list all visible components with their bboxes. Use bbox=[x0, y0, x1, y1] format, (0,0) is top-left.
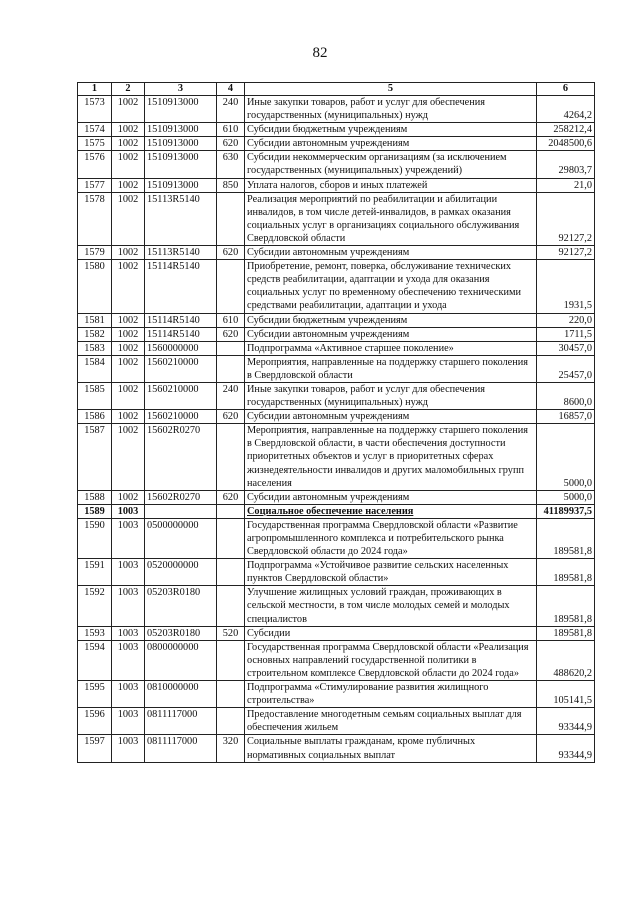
table-row bbox=[78, 123, 595, 137]
section-code: 1003 bbox=[112, 735, 145, 762]
section-code: 1002 bbox=[112, 246, 145, 260]
item-name: Иные закупки товаров, работ и услуг для обеспечения государственных (муниципальных) нужд bbox=[245, 382, 537, 409]
amount: 16857,0 bbox=[537, 410, 595, 424]
expense-type-code: 320 bbox=[217, 735, 245, 762]
table-row bbox=[78, 327, 595, 341]
expense-type-code bbox=[217, 640, 245, 680]
amount: 258212,4 bbox=[537, 123, 595, 137]
table-row bbox=[78, 518, 595, 558]
item-name: Субсидии некоммерческим организациям (за исключением государственных (муниципальных) учреждений) bbox=[245, 151, 537, 178]
item-name: Субсидии бюджетным учреждениям bbox=[245, 313, 537, 327]
target-article-code: 15602R0270 bbox=[145, 424, 217, 490]
header-cell: 6 bbox=[537, 83, 595, 96]
amount: 93344,9 bbox=[537, 708, 595, 735]
item-name: Иные закупки товаров, работ и услуг для обеспечения государственных (муниципальных) нужд bbox=[245, 96, 537, 123]
item-name: Мероприятия, направленные на поддержку старшего поколения в Свердловской области, в части обеспечения доступности приоритетных объектов и услуг в приоритетных сферах жизнедеятельности инвалидов и других маломобильных групп населения bbox=[245, 424, 537, 490]
section-code: 1002 bbox=[112, 410, 145, 424]
section-code: 1002 bbox=[112, 151, 145, 178]
expense-type-code: 620 bbox=[217, 246, 245, 260]
target-article-code: 1510913000 bbox=[145, 123, 217, 137]
target-article-code: 15113R5140 bbox=[145, 192, 217, 245]
row-number: 1583 bbox=[78, 341, 112, 355]
target-article-code: 1560210000 bbox=[145, 410, 217, 424]
table-row bbox=[78, 382, 595, 409]
section-code: 1003 bbox=[112, 708, 145, 735]
section-code: 1003 bbox=[112, 504, 145, 518]
section-code: 1002 bbox=[112, 424, 145, 490]
table-row bbox=[78, 640, 595, 680]
expense-type-code bbox=[217, 424, 245, 490]
target-article-code: 0800000000 bbox=[145, 640, 217, 680]
target-article-code: 0520000000 bbox=[145, 559, 217, 586]
item-name: Социальное обеспечение населения bbox=[245, 504, 537, 518]
header-cell: 5 bbox=[245, 83, 537, 96]
budget-table bbox=[77, 82, 595, 763]
expense-type-code bbox=[217, 504, 245, 518]
row-number: 1577 bbox=[78, 178, 112, 192]
section-code: 1003 bbox=[112, 559, 145, 586]
row-number: 1573 bbox=[78, 96, 112, 123]
row-number: 1592 bbox=[78, 586, 112, 626]
target-article-code: 1510913000 bbox=[145, 151, 217, 178]
section-code: 1002 bbox=[112, 341, 145, 355]
amount: 189581,8 bbox=[537, 586, 595, 626]
section-code: 1002 bbox=[112, 192, 145, 245]
target-article-code: 0810000000 bbox=[145, 681, 217, 708]
target-article-code: 1560000000 bbox=[145, 341, 217, 355]
amount: 21,0 bbox=[537, 178, 595, 192]
expense-type-code: 850 bbox=[217, 178, 245, 192]
amount: 25457,0 bbox=[537, 355, 595, 382]
target-article-code: 1510913000 bbox=[145, 96, 217, 123]
item-name: Подпрограмма «Устойчивое развитие сельских населенных пунктов Свердловской области» bbox=[245, 559, 537, 586]
table-row bbox=[78, 192, 595, 245]
expense-type-code: 630 bbox=[217, 151, 245, 178]
section-code: 1002 bbox=[112, 137, 145, 151]
item-name: Уплата налогов, сборов и иных платежей bbox=[245, 178, 537, 192]
amount: 41189937,5 bbox=[537, 504, 595, 518]
expense-type-code: 240 bbox=[217, 96, 245, 123]
amount: 1931,5 bbox=[537, 260, 595, 313]
amount: 5000,0 bbox=[537, 490, 595, 504]
table-row bbox=[78, 490, 595, 504]
section-code: 1003 bbox=[112, 518, 145, 558]
amount: 189581,8 bbox=[537, 518, 595, 558]
section-code: 1002 bbox=[112, 178, 145, 192]
row-number: 1579 bbox=[78, 246, 112, 260]
amount: 105141,5 bbox=[537, 681, 595, 708]
table-row bbox=[78, 313, 595, 327]
expense-type-code: 520 bbox=[217, 626, 245, 640]
amount: 189581,8 bbox=[537, 626, 595, 640]
target-article-code: 15114R5140 bbox=[145, 313, 217, 327]
table-row bbox=[78, 178, 595, 192]
row-number: 1593 bbox=[78, 626, 112, 640]
table-row bbox=[78, 355, 595, 382]
target-article-code: 0811117000 bbox=[145, 708, 217, 735]
amount: 488620,2 bbox=[537, 640, 595, 680]
table-row bbox=[78, 424, 595, 490]
expense-type-code bbox=[217, 708, 245, 735]
expense-type-code: 620 bbox=[217, 410, 245, 424]
section-code: 1002 bbox=[112, 382, 145, 409]
section-code: 1002 bbox=[112, 490, 145, 504]
section-code: 1002 bbox=[112, 123, 145, 137]
row-number: 1587 bbox=[78, 424, 112, 490]
table-row bbox=[78, 151, 595, 178]
amount: 93344,9 bbox=[537, 735, 595, 762]
item-name: Приобретение, ремонт, поверка, обслуживание технических средств реабилитации, адаптации и ухода для оказания социальных услуг по временному обеспечению техническими средствами реабилитации, адаптации и ухода bbox=[245, 260, 537, 313]
item-name: Реализация мероприятий по реабилитации и абилитации инвалидов, в том числе детей-инвалидов, в рамках оказания социальных услуг в организациях социального обслуживания Свердловской области bbox=[245, 192, 537, 245]
row-number: 1575 bbox=[78, 137, 112, 151]
section-code: 1002 bbox=[112, 96, 145, 123]
row-number: 1596 bbox=[78, 708, 112, 735]
table-row bbox=[78, 586, 595, 626]
item-name: Улучшение жилищных условий граждан, проживающих в сельской местности, в том числе молодых семей и молодых специалистов bbox=[245, 586, 537, 626]
section-code: 1002 bbox=[112, 327, 145, 341]
row-number: 1580 bbox=[78, 260, 112, 313]
row-number: 1578 bbox=[78, 192, 112, 245]
header-row bbox=[78, 83, 595, 96]
table-row bbox=[78, 96, 595, 123]
target-article-code bbox=[145, 504, 217, 518]
target-article-code: 05203R0180 bbox=[145, 586, 217, 626]
page-number: 82 bbox=[312, 45, 328, 61]
section-code: 1003 bbox=[112, 626, 145, 640]
item-name: Государственная программа Свердловской области «Развитие агропромышленного комплекса и потребительского рынка Свердловской области до 2024 года» bbox=[245, 518, 537, 558]
expense-type-code: 610 bbox=[217, 123, 245, 137]
item-name: Государственная программа Свердловской области «Реализация основных направлений государственной политики в строительном комплексе Свердловской области до 2024 года» bbox=[245, 640, 537, 680]
expense-type-code: 620 bbox=[217, 137, 245, 151]
expense-type-code: 610 bbox=[217, 313, 245, 327]
item-name: Социальные выплаты гражданам, кроме публичных нормативных социальных выплат bbox=[245, 735, 537, 762]
table-row bbox=[78, 246, 595, 260]
target-article-code: 15602R0270 bbox=[145, 490, 217, 504]
table-row bbox=[78, 260, 595, 313]
row-number: 1597 bbox=[78, 735, 112, 762]
item-name: Мероприятия, направленные на поддержку старшего поколения в Свердловской области bbox=[245, 355, 537, 382]
expense-type-code bbox=[217, 559, 245, 586]
expense-type-code bbox=[217, 681, 245, 708]
table-row bbox=[78, 708, 595, 735]
amount: 2048500,6 bbox=[537, 137, 595, 151]
item-name: Подпрограмма «Стимулирование развития жилищного строительства» bbox=[245, 681, 537, 708]
table-row bbox=[78, 137, 595, 151]
target-article-code: 05203R0180 bbox=[145, 626, 217, 640]
row-number: 1586 bbox=[78, 410, 112, 424]
expense-type-code: 620 bbox=[217, 490, 245, 504]
target-article-code: 1510913000 bbox=[145, 178, 217, 192]
expense-type-code bbox=[217, 192, 245, 245]
table-row bbox=[78, 735, 595, 762]
amount: 220,0 bbox=[537, 313, 595, 327]
amount: 29803,7 bbox=[537, 151, 595, 178]
row-number: 1590 bbox=[78, 518, 112, 558]
table-row bbox=[78, 559, 595, 586]
section-code: 1002 bbox=[112, 355, 145, 382]
table-row bbox=[78, 626, 595, 640]
section-code: 1002 bbox=[112, 260, 145, 313]
target-article-code: 0811117000 bbox=[145, 735, 217, 762]
target-article-code: 1510913000 bbox=[145, 137, 217, 151]
item-name: Подпрограмма «Активное старшее поколение» bbox=[245, 341, 537, 355]
expense-type-code bbox=[217, 260, 245, 313]
header-cell: 2 bbox=[112, 83, 145, 96]
target-article-code: 1560210000 bbox=[145, 355, 217, 382]
item-name: Субсидии автономным учреждениям bbox=[245, 490, 537, 504]
expense-type-code: 240 bbox=[217, 382, 245, 409]
row-number: 1595 bbox=[78, 681, 112, 708]
target-article-code: 15113R5140 bbox=[145, 246, 217, 260]
header-cell: 4 bbox=[217, 83, 245, 96]
section-code: 1003 bbox=[112, 640, 145, 680]
amount: 189581,8 bbox=[537, 559, 595, 586]
target-article-code: 0500000000 bbox=[145, 518, 217, 558]
section-code: 1003 bbox=[112, 681, 145, 708]
expense-type-code: 620 bbox=[217, 327, 245, 341]
amount: 30457,0 bbox=[537, 341, 595, 355]
amount: 8600,0 bbox=[537, 382, 595, 409]
row-number: 1591 bbox=[78, 559, 112, 586]
amount: 5000,0 bbox=[537, 424, 595, 490]
table-row bbox=[78, 410, 595, 424]
item-name: Субсидии bbox=[245, 626, 537, 640]
row-number: 1594 bbox=[78, 640, 112, 680]
item-name: Предоставление многодетным семьям социальных выплат для обеспечения жильем bbox=[245, 708, 537, 735]
target-article-code: 1560210000 bbox=[145, 382, 217, 409]
table-row bbox=[78, 504, 595, 518]
item-name: Субсидии автономным учреждениям bbox=[245, 246, 537, 260]
expense-type-code bbox=[217, 586, 245, 626]
row-number: 1581 bbox=[78, 313, 112, 327]
amount: 4264,2 bbox=[537, 96, 595, 123]
row-number: 1582 bbox=[78, 327, 112, 341]
section-code: 1002 bbox=[112, 313, 145, 327]
section-code: 1003 bbox=[112, 586, 145, 626]
item-name: Субсидии автономным учреждениям bbox=[245, 327, 537, 341]
target-article-code: 15114R5140 bbox=[145, 260, 217, 313]
row-number: 1589 bbox=[78, 504, 112, 518]
row-number: 1585 bbox=[78, 382, 112, 409]
expense-type-code bbox=[217, 355, 245, 382]
row-number: 1574 bbox=[78, 123, 112, 137]
header-cell: 1 bbox=[78, 83, 112, 96]
target-article-code: 15114R5140 bbox=[145, 327, 217, 341]
item-name: Субсидии бюджетным учреждениям bbox=[245, 123, 537, 137]
expense-type-code bbox=[217, 341, 245, 355]
item-name: Субсидии автономным учреждениям bbox=[245, 137, 537, 151]
expense-type-code bbox=[217, 518, 245, 558]
table-row bbox=[78, 681, 595, 708]
table-row bbox=[78, 341, 595, 355]
item-name: Субсидии автономным учреждениям bbox=[245, 410, 537, 424]
row-number: 1584 bbox=[78, 355, 112, 382]
row-number: 1576 bbox=[78, 151, 112, 178]
header-cell: 3 bbox=[145, 83, 217, 96]
row-number: 1588 bbox=[78, 490, 112, 504]
amount: 92127,2 bbox=[537, 192, 595, 245]
amount: 1711,5 bbox=[537, 327, 595, 341]
amount: 92127,2 bbox=[537, 246, 595, 260]
